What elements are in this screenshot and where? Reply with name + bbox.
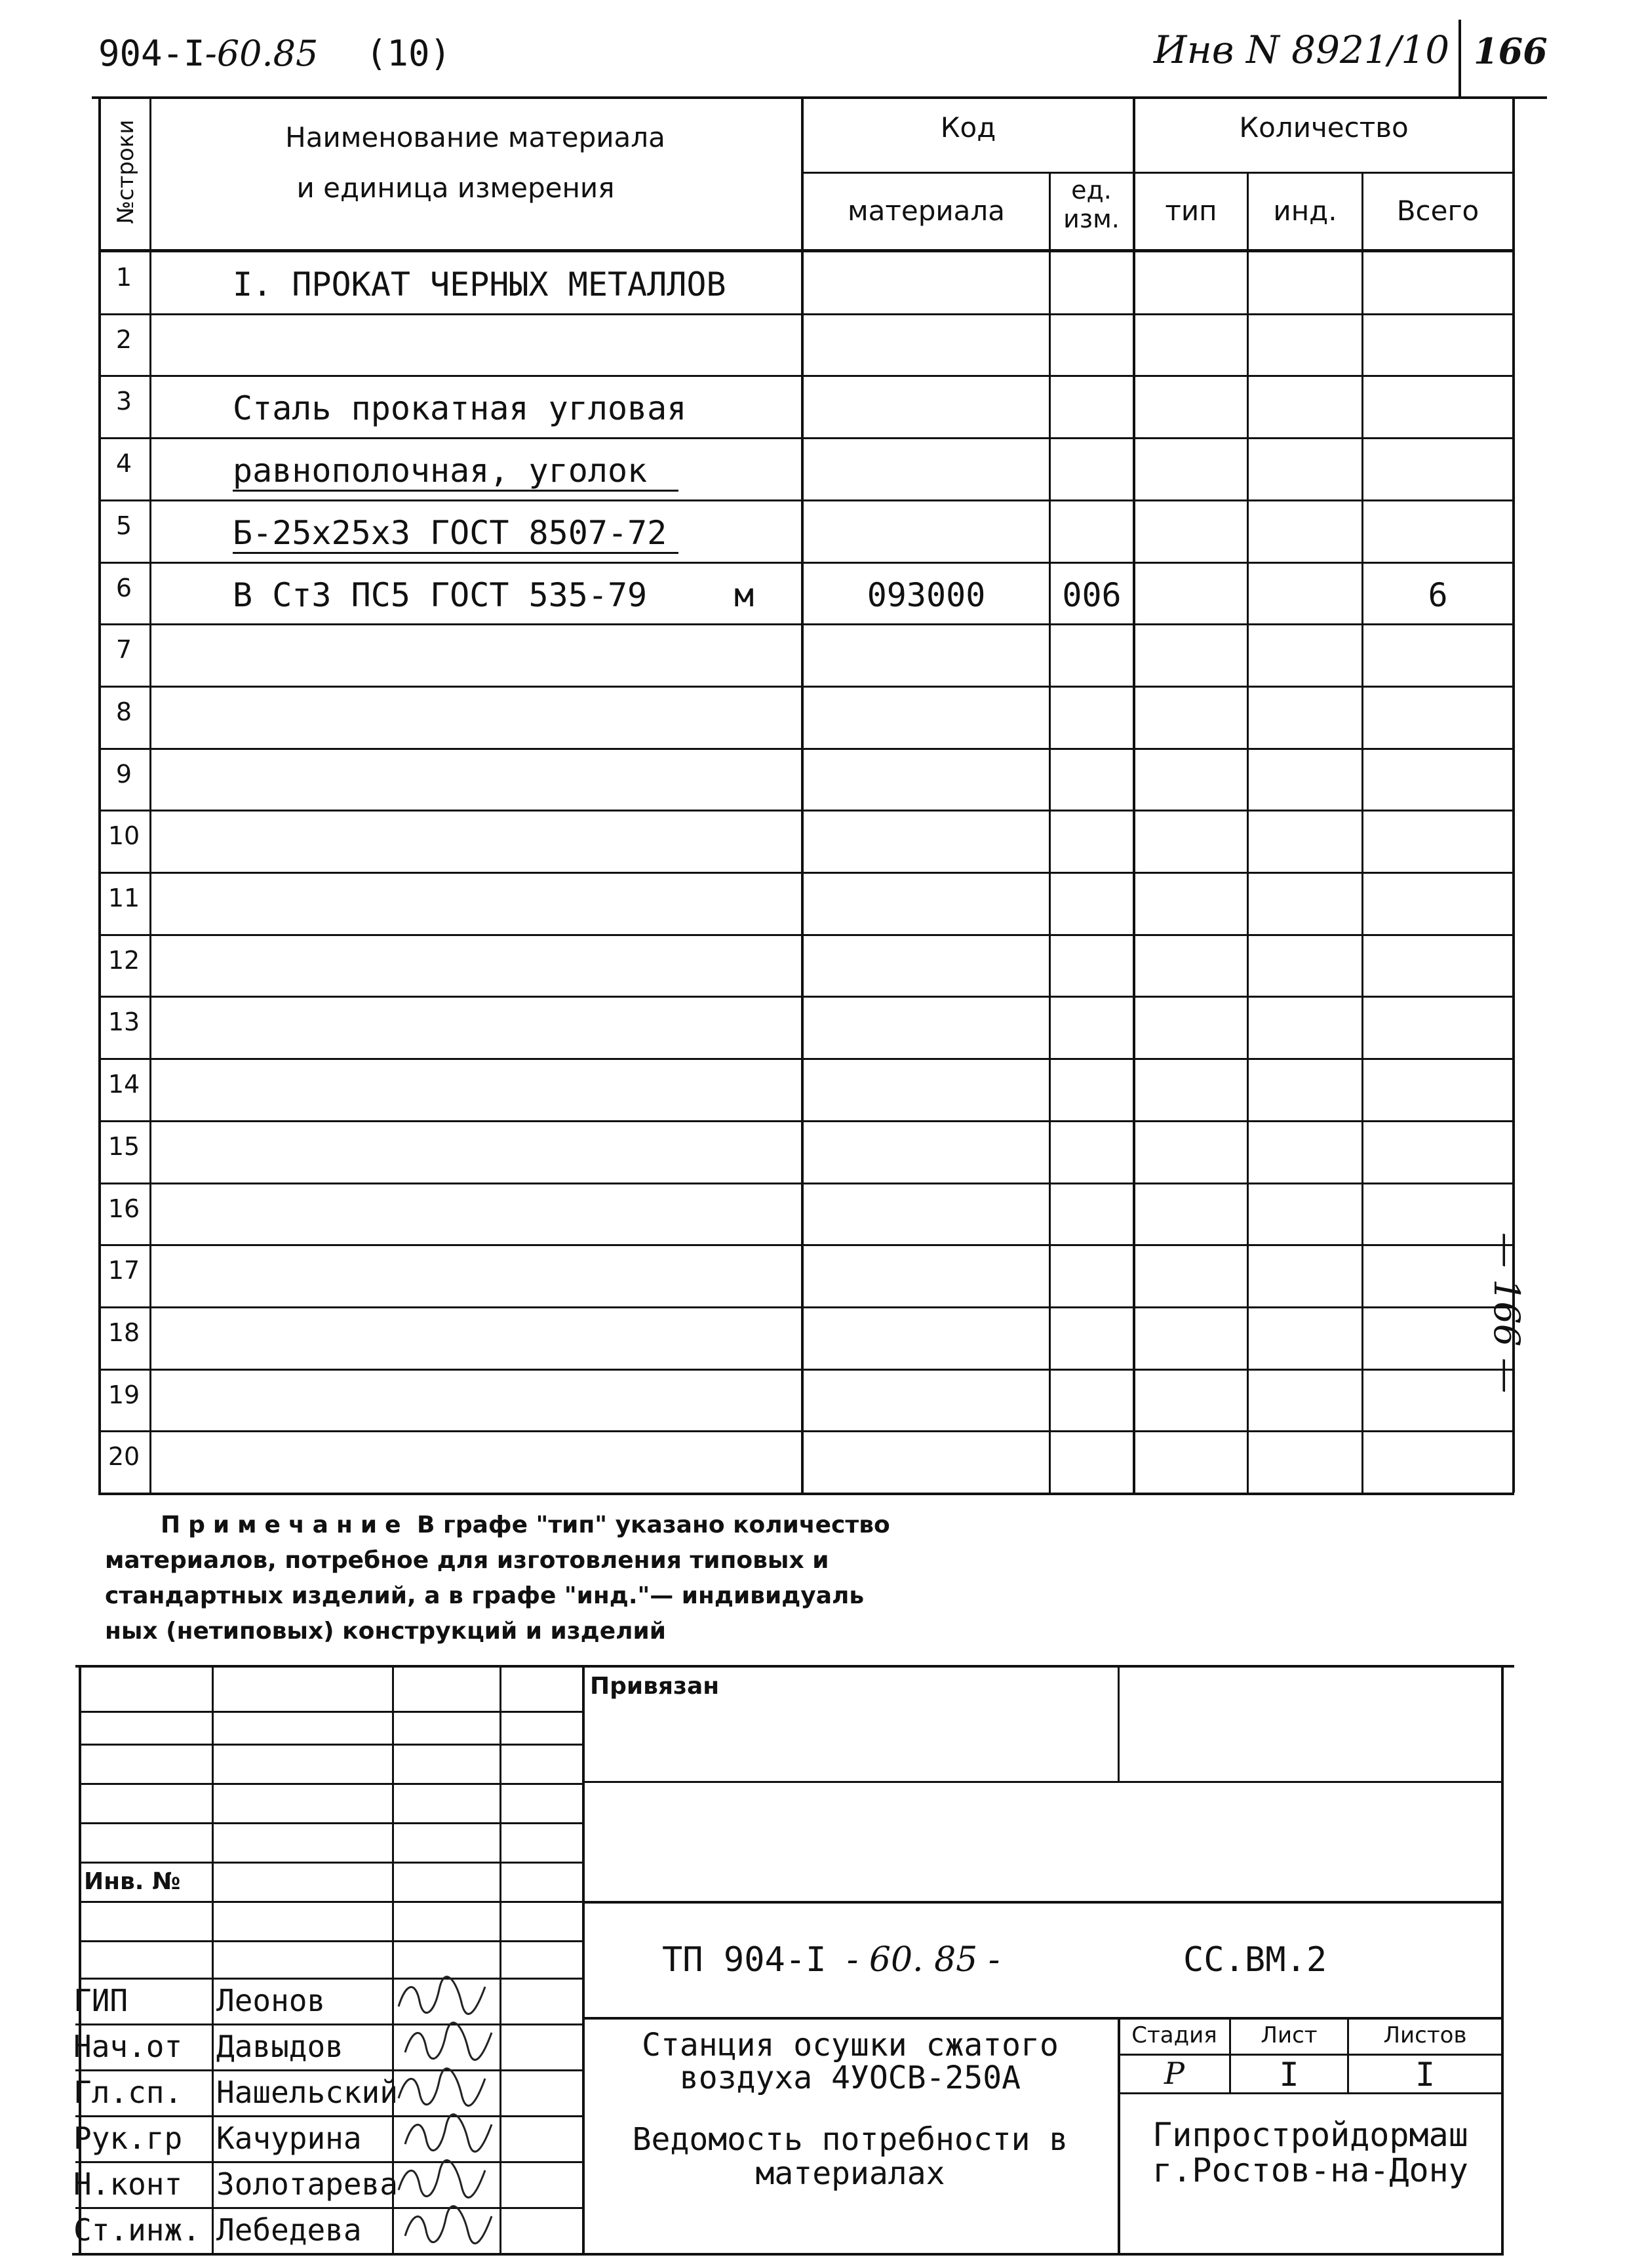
titleblock-right [1501,1665,1504,2255]
signature-name: Качурина [216,2121,362,2156]
header-code-material: материала [847,195,1005,227]
row-rule [98,686,1514,688]
row-qty-total: 6 [1428,576,1448,614]
row-number: 12 [108,945,140,975]
designation-top [582,1901,1503,1904]
sheet-title [585,2122,1116,2191]
doc-number-print: 904-I [98,33,205,74]
signature-role: ГИП [73,1983,128,2018]
designation-bottom [582,2017,1503,2020]
signature-role: Гл.сп. [73,2075,183,2110]
name-underline [233,552,678,554]
designation-print: ТП 904-I [662,1940,827,1980]
bound-col [1118,1665,1120,1782]
col-line-total [1361,172,1363,1493]
top-rule [92,96,1547,99]
signature-scribble [400,2204,498,2250]
row-number: 4 [115,449,132,479]
row-rule [98,1183,1514,1184]
row-name: I. ПРОКАТ ЧЕРНЫХ МЕТАЛЛОВ [233,265,726,303]
row-rule [98,313,1514,315]
row-number: 19 [108,1380,140,1409]
header-qty-type: тип [1165,195,1217,227]
col-line-ind [1247,172,1249,1493]
organization-line1: Гипростройдормаш [1152,2116,1468,2154]
row-number: 7 [115,635,132,665]
doc-number-hand: -60.85 [205,33,319,74]
stamp-row-rule [79,1822,583,1824]
header-quantity: Количество [1239,111,1409,144]
note-top-rule [98,1493,1514,1495]
stamp-row-rule [79,1711,583,1713]
sheet-code: СС.ВМ.2 [1183,1940,1327,1980]
col-line-name [149,96,151,1493]
header-code-unit: ед. изм. [1063,176,1120,233]
row-rule [98,934,1514,936]
header-name-line1: Наименование материала [285,121,665,153]
bound-bottom [582,1781,1503,1783]
row-rule [98,1430,1514,1432]
note [105,1508,890,1649]
sheets-value: I [1415,2056,1436,2094]
row-number: 8 [115,697,132,726]
signature-row-rule [75,2207,583,2209]
signature-name: Давыдов [216,2029,343,2064]
row-number: 18 [108,1318,140,1347]
signature-role: Ст.инж. [73,2212,201,2248]
sheets-label: Листов [1383,2022,1467,2048]
row-rule [98,375,1514,377]
row-rule [98,562,1514,564]
stamp-row-rule [79,1978,583,1980]
col-line-type [1133,96,1135,1493]
header-bottom-rule [98,249,1514,252]
row-number: 17 [108,1256,140,1285]
stamp-col3 [499,1665,501,2255]
signature-scribble [400,2113,498,2159]
stage-value: Р [1164,2056,1184,2091]
row-unit: м [734,576,754,614]
row-number: 10 [108,821,140,851]
header-code: Код [940,111,996,144]
note-lead: Примечание [161,1512,409,1538]
row-name: равнополочная, уголок [233,452,648,490]
row-number: 9 [115,759,132,789]
note-line4: ных (нетиповых) конструкций и изделий [105,1618,666,1645]
sheet-title-line2: материалах [755,2155,945,2192]
signature-scribble [393,2159,492,2204]
designation [662,1940,1000,1980]
stamp-row-rule [79,1783,583,1785]
sheet-title-line1: Ведомость потребности в [632,2121,1068,2158]
table-frame-left [98,96,101,1493]
bound-label: Привязан [590,1673,720,1700]
project-title [585,2029,1116,2094]
row-number: 11 [108,884,140,912]
stamp-row-rule [79,1901,583,1903]
header-name-line2: и единица измерения [296,172,615,204]
signature-scribble [400,2021,498,2067]
row-rule [98,499,1514,501]
stage-label: Стадия [1131,2022,1217,2048]
row-name: Б-25х25х3 ГОСТ 8507-72 [233,513,667,552]
note-line1: В графе "тип" указано количество [417,1512,890,1538]
row-number: 15 [108,1131,140,1161]
inv-label: Инв. № [84,1868,181,1895]
row-rule [98,748,1514,750]
row-rule [98,1244,1514,1246]
col-line-material [801,96,804,1493]
row-number: 20 [108,1442,140,1472]
row-number: 3 [115,387,132,416]
row-rule [98,1369,1514,1371]
stamp-row-rule [79,1862,583,1864]
stamp-col1 [212,1665,214,2255]
row-rule [98,996,1514,998]
signature-name: Лебедева [216,2212,362,2248]
row-rule [98,1058,1514,1060]
note-line2: материалов, потребное для изготовления типовых и [105,1547,829,1574]
sheet-mark: (10) [365,33,451,74]
header-subrule [801,172,1514,174]
header-row-number: №строки [113,119,139,224]
titleblock-bottom [72,2253,1504,2256]
stamp-row-rule [79,1744,583,1746]
signature-role: Нач.от [73,2029,183,2064]
row-number: 5 [115,511,132,540]
row-rule [98,810,1514,811]
name-underline [233,490,678,492]
header-qty-total: Всего [1396,195,1479,227]
signature-name: Нашельский [216,2075,398,2110]
inventory-number: Инв N 8921/10 [1154,28,1450,72]
note-line3: стандартных изделий, а в графе "инд."— индивидуаль [105,1582,865,1609]
col-line-unit [1049,172,1051,1493]
sheet-value: I [1279,2056,1299,2094]
organization [1120,2117,1500,2188]
signature-role: Рук.гр [73,2121,183,2156]
row-rule [98,1120,1514,1122]
project-title-line1: Станция осушки сжатого [642,2027,1059,2063]
signature-row-rule [75,2161,583,2163]
stamp-row-rule [79,1940,583,1942]
signature-row-rule [75,2069,583,2071]
row-name: Сталь прокатная угловая [233,389,687,428]
signature-role: Н.конт [73,2166,183,2202]
titleblock-top-rule [75,1665,1514,1668]
signature-name: Золотарева [216,2166,398,2202]
row-unit-code: 006 [1062,576,1122,614]
row-number: 2 [115,324,132,354]
organization-line2: г.Ростов-на-Дону [1152,2151,1468,2189]
header-qty-ind: инд. [1273,195,1337,227]
signature-row-rule [75,2024,583,2025]
doc-number [98,33,451,74]
row-material-code: 093000 [867,576,986,614]
row-number: 1 [115,263,132,292]
sheet-label: Лист [1261,2022,1318,2048]
row-number: 14 [108,1070,140,1099]
row-rule [98,623,1514,625]
row-rule [98,1306,1514,1308]
signature-scribble [393,2067,492,2113]
side-margin-number: — 166 — [1486,1232,1527,1394]
row-rule [98,437,1514,439]
signature-name: Леонов [216,1983,326,2018]
row-name: В Ст3 ПС5 ГОСТ 535-79 [233,576,648,614]
row-number: 13 [108,1007,140,1037]
row-number: 16 [108,1194,140,1223]
signature-scribble [393,1975,492,2021]
signature-row-rule [75,2115,583,2117]
page-number: 166 [1474,30,1548,72]
designation-hand: - 60. 85 - [846,1940,1000,1980]
project-title-line2: воздуха 4УОСВ-250А [679,2060,1021,2096]
page-number-divider [1459,20,1461,97]
row-rule [98,872,1514,874]
row-number: 6 [115,573,132,602]
